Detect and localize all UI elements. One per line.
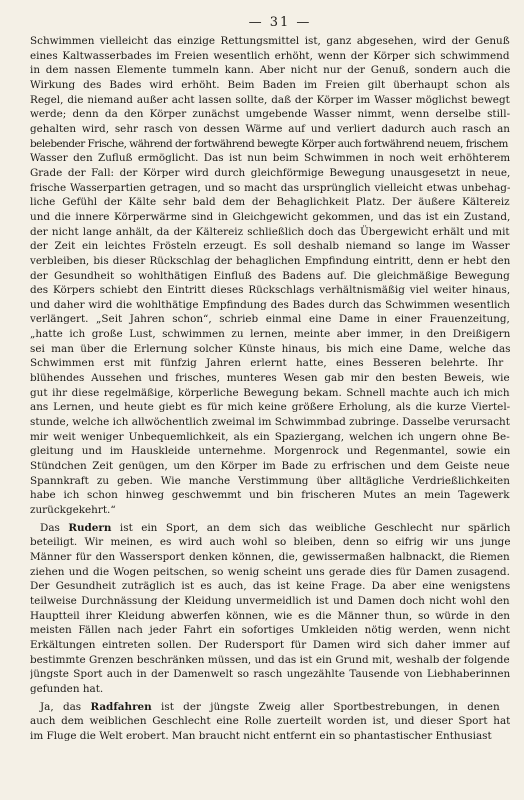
text-line: des Körpers schiebt den Eintritt dieses Rückschlags verhältnismäßig viel weiter hinaus, (30, 284, 510, 297)
bold-keyword: Rudern (68, 521, 112, 534)
text-line: der Zeit ein leichtes Frösteln erzeugt. Es soll deshalb niemand so lange im Wasser (30, 240, 510, 253)
paragraph-lead: Ja, das (40, 700, 91, 713)
text-line: bestimmte Grenzen beschränken müssen, und das ist ein Grund mit, weshalb der folgende (30, 653, 510, 666)
text-line: frische Wasserpartien getragen, und so macht das ursprünglich vielleicht etwas unbehag- (30, 181, 510, 194)
paragraph-cycling (30, 700, 510, 744)
text-line: habe ich schon hinweg geschwemmt und bin frischeren Mutes an mein Tagewerk (30, 489, 510, 502)
text-line: sei man über die Erlernung solcher Künste hinaus, bis mich eine Dame, welche das (30, 342, 510, 355)
line-rest: ist ein Sport, an dem sich das weibliche Geschlecht nur spärlich (111, 521, 510, 534)
text-line: Grade der Fall: der Körper wird durch gleichförmige Bewegung unausgesetzt in neue, (30, 166, 510, 179)
text-line: im Fluge die Welt erobert. Man braucht nicht entfernt ein so phantastischer Enthusiast (30, 729, 492, 742)
text-line: Regel, die niemand außer acht lassen sollte, daß der Körper im Wasser möglichst bewegt (30, 93, 510, 106)
text-line: der nicht lange anhält, da der Kältereiz schließlich doch das Übergewicht erhält und mit (30, 225, 510, 238)
paragraph-swimming (30, 34, 510, 518)
text-line: meisten Fällen nach jeder Fahrt ein sofortiges Umkleiden nötig werden, wenn nicht (30, 624, 510, 637)
text-line: der Gesundheit so wohlthätigen Einfluß des Badens auf. Die gleichmäßige Bewegung (30, 269, 510, 282)
text-line: und daher wird die wohlthätige Empfindung des Bades durch das Schwimmen wesentlich (30, 298, 510, 311)
text-line: liche Gefühl der Kälte sehr bald dem der Behaglichkeit Platz. Der äußere Kältereiz (30, 196, 510, 209)
text-line: Hauptteil ihrer Kleidung abwerfen können, wie es die Männer thun, so würde in den (30, 609, 510, 622)
text-line: Schwimmen erst mit fünfzig Jahren erlernt hatte, eines Besseren belehrte. Ihr (30, 357, 504, 370)
text-line: blühendes Aussehen und frisches, munteres Wesen gab mir den besten Beweis, wie (30, 372, 510, 385)
text-line: teilweise Durchnässung der Kleidung unvermeidlich ist und Damen doch nicht wohl den (30, 594, 510, 607)
text-line: verlängert. „Seit Jahren schon“, schrieb einmal eine Dame in einer Frauenzeitung, (30, 313, 510, 326)
text-line (30, 521, 510, 536)
text-line: belebender Frische, während der fortwährend bewegte Körper auch fortwährend neuem, frischem (30, 137, 508, 150)
text-line: Spannkraft zu geben. Wie manche Verstimmung über alltägliche Verdrießlichkeiten (30, 474, 510, 487)
text-line: ziehen und die Wogen peitschen, so wenig scheint uns gerade dies für Damen zusagend. (30, 565, 510, 578)
text-line: Männer für den Wassersport denken können, die, gewissermaßen halbnackt, die Riemen (30, 550, 510, 563)
text-line: beteiligt. Wir meinen, es wird auch wohl so bleiben, denn so eifrig wir uns junge (30, 536, 510, 549)
text-line: jüngste Sport auch in der Damenwelt so rasch ungezählte Tausende von Liebhaberinnen (30, 668, 510, 681)
text-line: Erkältungen eintreten sollen. Der Rudersport für Damen wird sich daher immer auf (30, 638, 510, 651)
text-line: gehalten wird, sehr rasch von dessen Wärme auf und verliert dadurch auch rasch an (30, 122, 510, 135)
paragraph-lead: Das (40, 521, 69, 534)
text-line: zurückgekehrt.“ (30, 504, 116, 516)
text-line (30, 700, 510, 715)
text-line: verbleiben, bis dieser Rückschlag der behaglichen Empfindung eintritt, denn er hebt den (30, 254, 510, 267)
text-line: mir weit weniger Unbequemlichkeit, als ein Spaziergang, welchen ich ungern ohne Be- (30, 430, 510, 443)
text-line: ans Lernen, und heute giebt es für mich keine größere Erholung, als die kurze Viertel- (30, 401, 510, 414)
text-line: gut ihr diese regelmäßige, körperliche Bewegung bekam. Schnell machte auch ich mich (30, 386, 510, 399)
text-line: „hatte ich große Lust, schwimmen zu lernen, meinte aber immer, in den Dreißigern (30, 328, 510, 341)
text-line: auch dem weiblichen Geschlecht eine Rolle zuerteilt worden ist, und dieser Sport hat (30, 715, 510, 728)
text-line: stunde, welche ich allwöchentlich zweimal im Schwimmbad zubringe. Dasselbe verursacht (30, 416, 510, 429)
body-text (30, 34, 510, 744)
text-line: Wasser den Zufluß ermöglicht. Das ist nun beim Schwimmen in noch weit erhöhterem (30, 152, 510, 165)
text-line: in dem nassen Elemente tummeln kann. Aber nicht nur der Genuß, sondern auch die (30, 64, 510, 77)
text-line: Stündchen Zeit genügen, um den Körper im Bade zu erfrischen und dem Geiste neue (30, 460, 510, 473)
text-line: eines Kaltwasserbades im Freien wesentlich erhöht, wenn der Körper sich schwimmend (30, 49, 510, 62)
bold-keyword: Radfahren (90, 700, 152, 713)
text-line: gefunden hat. (30, 682, 104, 695)
text-line: werde; denn da den Körper zunächst umgebende Wasser nimmt, wenn derselbe still- (30, 108, 510, 121)
line-rest: ist der jüngste Zweig aller Sportbestrebungen, in denen (151, 700, 500, 713)
text-line: Der Gesundheit zuträglich ist es auch, das ist keine Frage. Da aber eine wenigstens (30, 580, 510, 593)
text-line: Wirkung des Bades wird erhöht. Beim Baden im Freien gilt überhaupt schon als (30, 78, 510, 91)
text-line: gleitung und im Hauskleide unternehme. Morgenrock und Regenmantel, sowie ein (30, 445, 510, 458)
page-number: — 31 — (248, 15, 312, 30)
text-line: Schwimmen vielleicht das einzige Rettungsmittel ist, ganz abgesehen, wird der Genuß (30, 35, 510, 47)
text-line: und die innere Körperwärme sind in Gleichgewicht gekommen, und das ist ein Zustand, (30, 210, 510, 223)
paragraph-rowing (30, 521, 510, 697)
